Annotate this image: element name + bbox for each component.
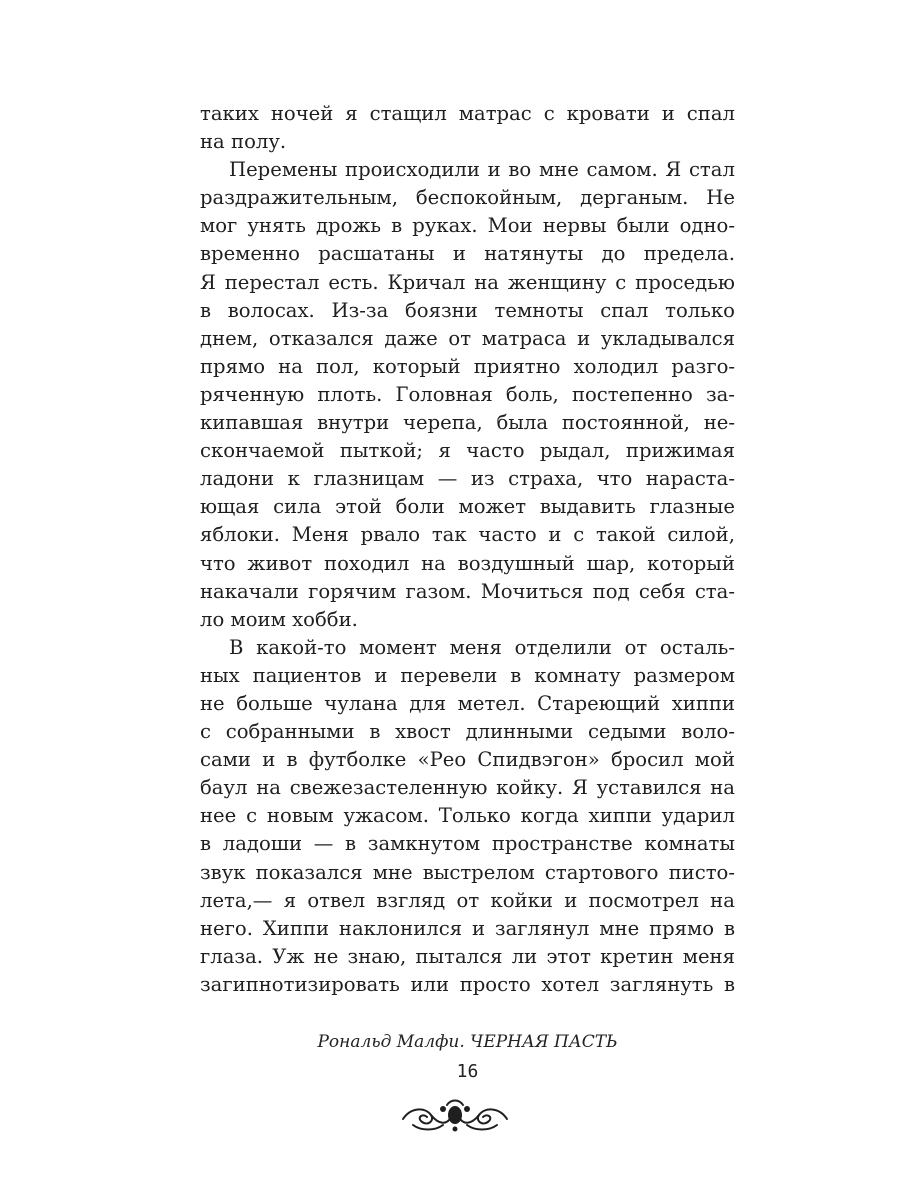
text-line: яблоки. Меня рвало так часто и с такой силой, xyxy=(200,523,735,547)
text-line: скончаемой пыткой; я часто рыдал, прижимая xyxy=(200,439,735,463)
text-line: не больше чулана для метел. Стареющий хиппи xyxy=(200,691,735,715)
text-line: ряченную плоть. Головная боль, постепенно за- xyxy=(200,382,735,406)
text-line: мог унять дрожь в руках. Мои нервы были одно- xyxy=(200,214,735,238)
text-line: на полу. xyxy=(200,130,287,154)
text-line: временно расшатаны и натянуты до предела. xyxy=(200,242,735,266)
text-line: ладони к глазницам — из страха, что нараста- xyxy=(200,467,735,491)
text-line: таких ночей я стащил матрас с кровати и спал xyxy=(200,102,735,125)
text-line: что живот походил на воздушный шар, который xyxy=(200,551,735,575)
text-line: ло моим хобби. xyxy=(200,607,358,631)
text-line: кипавшая внутри черепа, была постоянной, не- xyxy=(200,411,735,435)
text-line: накачали горячим газом. Мочиться под себя ста- xyxy=(200,579,735,603)
text-line: него. Хиппи наклонился и заглянул мне прямо в xyxy=(200,916,735,940)
text-line: нее с новым ужасом. Только когда хиппи ударил xyxy=(200,804,735,828)
body-text xyxy=(200,100,735,999)
text-line: глаза. Уж не знаю, пытался ли этот кретин меня xyxy=(200,944,735,968)
text-line: ных пациентов и перевели в комнату размером xyxy=(200,663,735,687)
text-line: ющая сила этой боли может выдавить глазные xyxy=(200,495,735,519)
text-line: Перемены происходили и во мне самом. Я стал xyxy=(229,158,735,182)
text-line: раздражительным, беспокойным, дерганым. Не xyxy=(200,186,735,210)
text-line: загипнотизировать или просто хотел заглянуть в xyxy=(200,972,735,996)
text-line: баул на свежезастеленную койку. Я уставился на xyxy=(200,776,735,800)
text-line: днем, отказался даже от матраса и укладывался xyxy=(200,326,735,350)
text-line: Я перестал есть. Кричал на женщину с проседью xyxy=(200,270,735,294)
text-line: звук показался мне выстрелом стартового писто- xyxy=(200,860,735,884)
text-line: лета,— я отвел взгляд от койки и посмотрел на xyxy=(200,888,735,912)
text-line: в ладоши — в замкнутом пространстве комнаты xyxy=(200,832,735,856)
text-line: с собранными в хвост длинными седыми воло- xyxy=(200,720,735,744)
page-number: 16 xyxy=(456,1061,479,1082)
text-line: прямо на пол, который приятно холодил разго- xyxy=(200,354,735,378)
text-line: сами и в футболке «Рео Спидвэгон» бросил мой xyxy=(200,748,735,772)
running-title: Рональд Малфи. ЧЕРНАЯ ПАСТЬ xyxy=(317,1032,618,1052)
text-line: В какой-то момент меня отделили от осталь- xyxy=(229,635,735,659)
ornament-flourish-icon xyxy=(395,1095,515,1137)
text-line: в волосах. Из-за боязни темноты спал только xyxy=(200,298,735,322)
